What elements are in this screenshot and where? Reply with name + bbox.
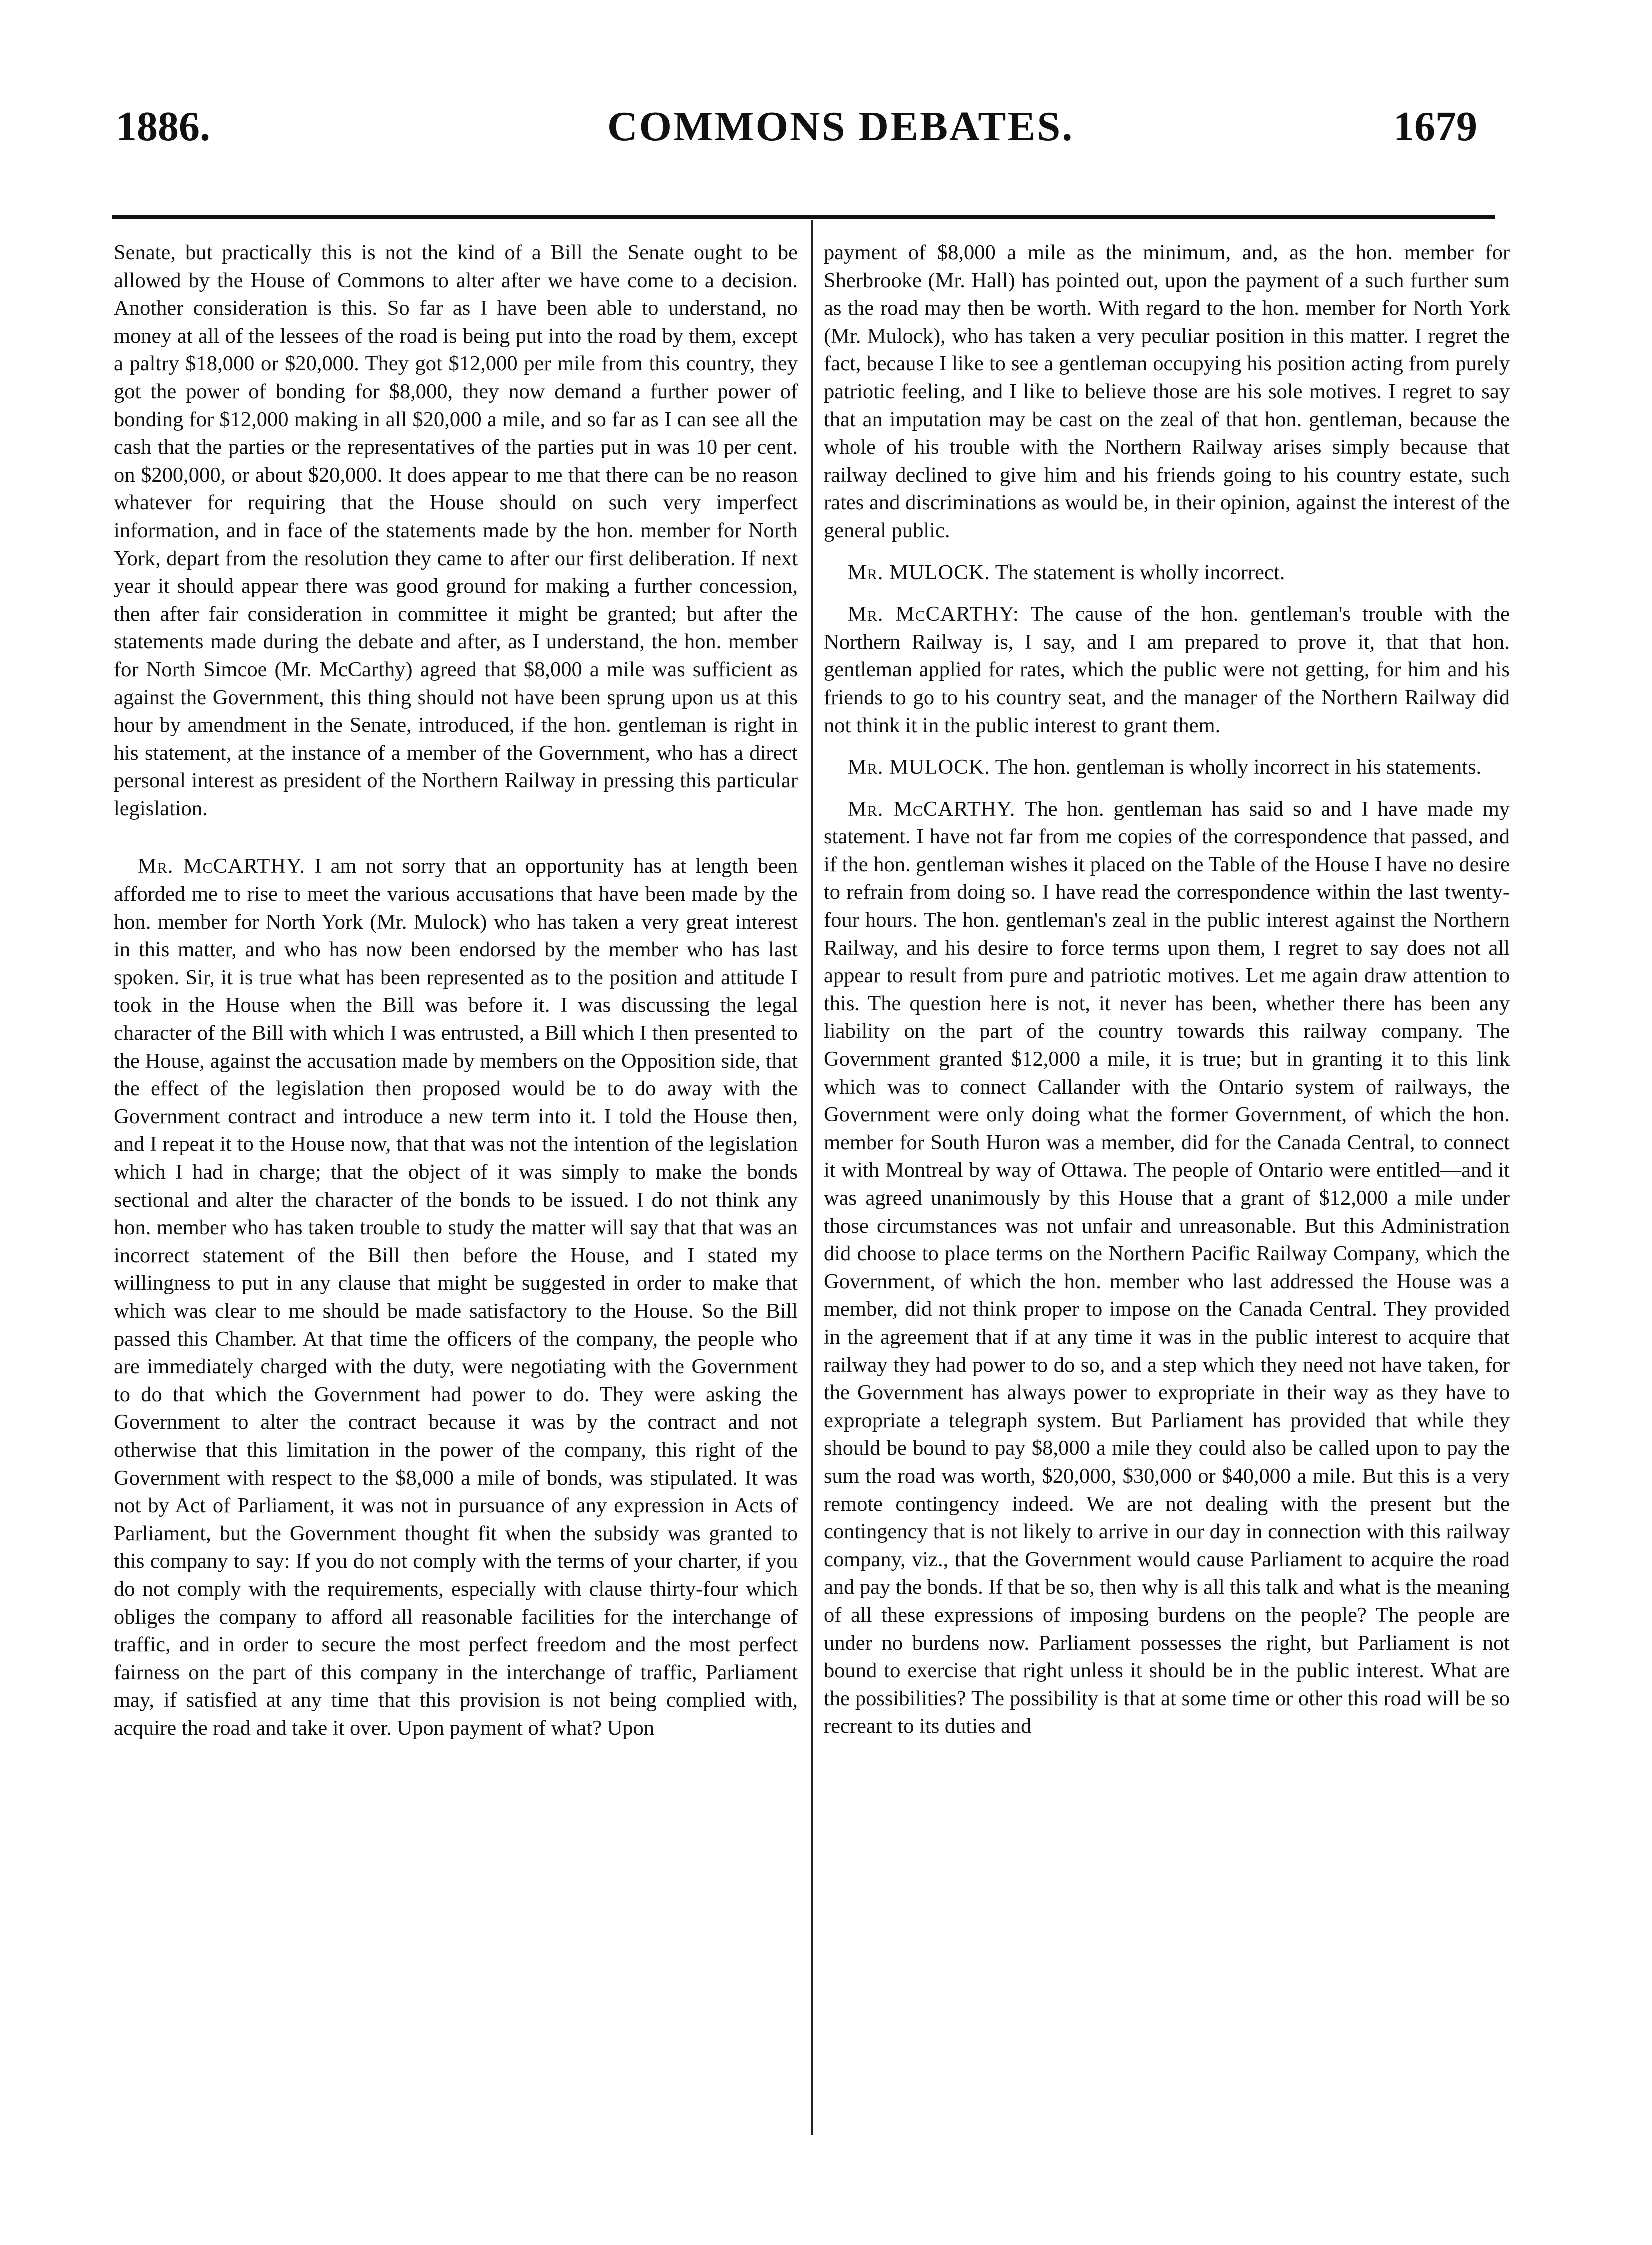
speech-text: The cause of the hon. gentleman's trouble with the Northern Railway is, I say, and I am prepared to prove it, that that hon. gentleman applied for rates, which the public were not getting, for him and his friends to go to his country seat, and the manager of the Northern Railway did not think it in the public interest to grant them. <box>824 602 1510 737</box>
column-divider <box>811 220 813 2135</box>
paragraph: Senate, but practically this is not the kind of a Bill the Senate ought to be allowed by the House of Commons to alter after we have come to a decision. Another consideration is this. So far as I have been able to understand, no money at all of the lessees of the road is being put into the road by them, except a paltry $18,000 or $20,000. They got $12,000 per mile from this country, they got the power of bonding for $8,000, they now demand a further power of bonding for $12,000 making in all $20,000 a mile, and so far as I can see all the cash that the parties or the representatives of the parties put in was 10 per cent. on $200,000, or about $20,000. It does appear to me that there can be no reason whatever for requiring that the House should on such very imperfect information, and in face of the statements made by the hon. member for North York, depart from the resolution they came to after our first deliberation. If next year it should appear there was good ground for making a further concession, then after fair consideration in committee it might be granted; but after the statements made during the debate and after, as I understand, the hon. member for North Simcoe (Mr. McCarthy) agreed that $8,000 a mile was sufficient as against the Government, this thing should not have been sprung upon us at this hour by amendment in the Senate, introduced, if the hon. gentleman is right in his statement, at the instance of a member of the Government, who has a direct personal interest as president of the Northern Railway in pressing this particular legislation. <box>114 241 798 820</box>
right-column <box>824 239 1510 1754</box>
speaker-name: Mr. McCARTHY: <box>848 602 1019 626</box>
speech-text: The hon. gentleman has said so and I have made my statement. I have not far from me copies of the correspondence that passed, and if the hon. gentleman wishes it placed on the Table of the House I have no desire to refrain from doing so. I have read the correspondence within the last twenty-four hours. The hon. gentleman's zeal in the public interest against the Northern Railway, and his desire to force terms upon them, I regret to say does not all appear to result from pure and patriotic motives. Let me again draw attention to this. The question here is not, it never has been, whether there has been any liability on the part of the country towards this railway company. The Government granted $12,000 a mile, it is true; but in granting it to this link which was to connect Callander with the Ontario system of railways, the Government were only doing what the former Government, of which the hon. member for South Huron was a member, did for the Canada Central, to connect it with Montreal by way of Ottawa. The people of Ontario were entitled—and it was agreed unanimously by this House that a grant of $12,000 a mile under those circumstances was not unfair and unreasonable. But this Administration did choose to place terms on the Northern Pacific Railway Company, which the Government, of which the hon. member who last addressed the House was a member, did not think proper to impose on the Canada Central. They provided in the agreement that if at any time it was in the public interest to acquire that railway they had power to do so, and a step which they need not have taken, for the Government has always power to expropriate in their way as they have to expropriate a telegraph system. But Parliament has provided that while they should be bound to pay $8,000 a mile they could also be called upon to pay the sum the road was worth, $20,000, $30,000 or $40,000 a mile. But this is a very remote contingency indeed. We are not dealing with the present but the contingency that is not likely to arrive in our day in connection with this railway company, viz., that the Government would cause Parliament to acquire the road and pay the bonds. If that be so, then why is all this talk and what is the meaning of all these expressions of imposing burdens on the people? The people are under no burdens now. Parliament possesses the right, but Parliament is not bound to exercise that right unless it should be in the public interest. What are the possibilities? The possibility is that at some time or other this road will be so recreant to its duties and <box>824 797 1510 1738</box>
speech-text: The hon. gentleman is wholly incorrect in his statements. <box>990 755 1482 779</box>
paragraph <box>824 559 1510 587</box>
left-column <box>114 239 798 1756</box>
paragraph <box>824 600 1510 739</box>
speaker-name: Mr. MULOCK. <box>848 560 990 584</box>
header-year: 1886. <box>116 103 210 150</box>
speech-text: I am not sorry that an opportunity has at length been afforded me to rise to meet the various accusations that have been made by the hon. member for North York (Mr. Mulock) who has taken a very great interest in this matter, and who has now been endorsed by the member who has last spoken. Sir, it is true what has been represented as to the position and attitude I took in the House when the Bill was before it. I was discussing the legal character of the Bill with which I was entrusted, a Bill which I then presented to the House, against the accusation made by members on the Opposition side, that the effect of the legislation then proposed would be to do away with the Government contract and introduce a new term into it. I told the House then, and I repeat it to the House now, that that was not the intention of the legislation which I had in charge; that the object of it was simply to make the bonds sectional and alter the character of the bonds to be issued. I do not think any hon. member who has taken trouble to study the matter will say that that was an incorrect statement of the Bill then before the House, and I stated my willingness to put in any clause that might be suggested in order to make that which was clear to me should be made satisfactory to the House. So the Bill passed this Chamber. At that time the officers of the company, the people who are immediately charged with the duty, were negotiating with the Government to do that which the Government had power to do. They were asking the Government to alter the contract because it was by the contract and not otherwise that this limitation in the power of the company, this right of the Government with respect to the $8,000 a mile of bonds, was stipulated. It was not by Act of Parliament, it was not in pursuance of any expression in Acts of Parliament, but the Government thought fit when the subsidy was granted to this company to say: If you do not comply with the terms of your charter, if you do not comply with the requirements, especially with clause thirty-four which obliges the company to afford all reasonable facilities for the interchange of traffic, and in order to secure the most perfect freedom and the most perfect fairness on the part of this company in the interchange of traffic, Parliament may, if satisfied at any time that this provision is not being complied with, acquire the road and take it over. Upon payment of what? Upon <box>114 854 798 1740</box>
header-rule <box>112 215 1495 219</box>
speaker-name: Mr. MULOCK. <box>848 755 990 779</box>
speaker-name: Mr. McCARTHY. <box>848 797 1016 821</box>
paragraph: payment of $8,000 a mile as the minimum, and, as the hon. member for Sherbrooke (Mr. Hall) has pointed out, upon the payment of a such further sum as the road may then be worth. With regard to the hon. member for North York (Mr. Mulock), who has taken a very peculiar position in this matter. I regret the fact, because I like to see a gentleman occupying his position acting from purely patriotic feeling, and I like to believe those are his sole motives. I regret to say that an imputation may be cast on the zeal of that hon. gentleman, because the whole of his trouble with the Northern Railway arises simply because that railway declined to give him and his friends going to his country estate, such rates and discriminations as would be, in their opinion, against the interest of the general public. <box>824 241 1510 542</box>
paragraph <box>824 795 1510 1740</box>
header-page-number: 1679 <box>1393 103 1477 150</box>
paragraph <box>824 753 1510 781</box>
speech-text: The statement is wholly incorrect. <box>990 560 1285 584</box>
paragraph <box>114 852 798 1742</box>
speaker-name: Mr. McCARTHY. <box>138 854 305 878</box>
header-title: COMMONS DEBATES. <box>607 103 1074 150</box>
